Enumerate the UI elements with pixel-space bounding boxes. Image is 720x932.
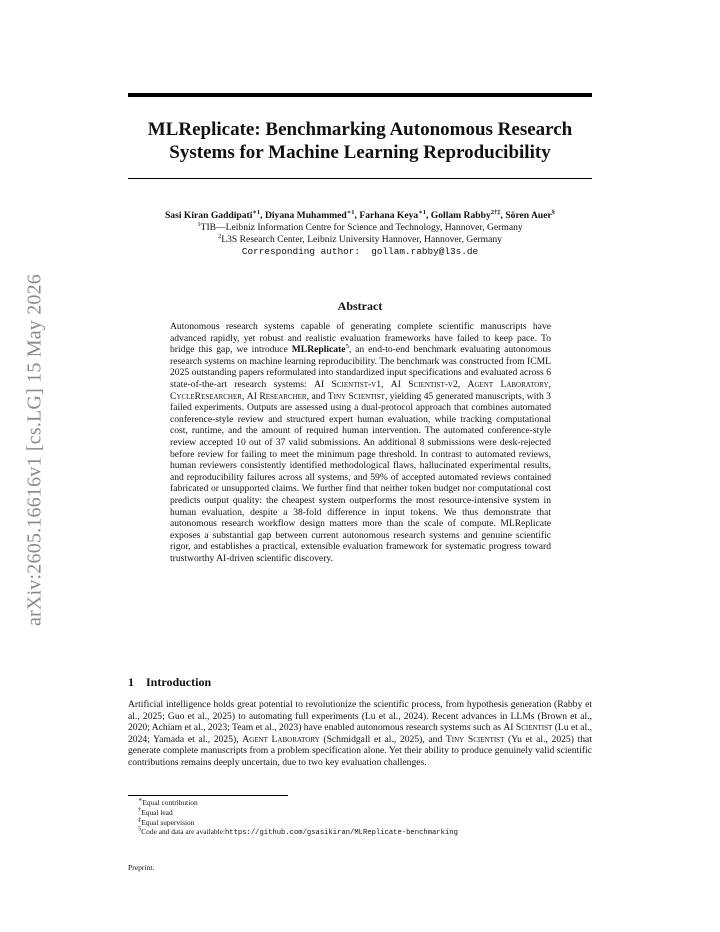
footnote: ∗Equal contribution bbox=[138, 796, 198, 807]
arxiv-identifier-text: arXiv:2605.16616v1 [cs.LG] 15 May 2026 bbox=[23, 274, 46, 626]
author-marks: § bbox=[551, 208, 556, 216]
author-marks: ∗1 bbox=[346, 208, 355, 216]
author-name: Gollam Rabby bbox=[430, 210, 491, 221]
author-marks: 2†‡ bbox=[490, 208, 501, 216]
system-name: AI Scientist-v2 bbox=[390, 378, 458, 390]
system-name: AI Scientist-v1 bbox=[314, 378, 382, 390]
introduction-paragraph: Artificial intelligence holds great potential to revolutionize the scientific process, from hypothesis generation (Rabby et al., 2025; Guo et al., 2025) to automating full experiments (Lu et al., 2024). Recent advances in LLMs (Brown et al., 2020; Achiam et al., 2023; Team et al., 2023) have enabled autonomous research systems such as AI Scientist (Lu et al., 2024; Yamada et al., 2025), Agent Laboratory (Schmidgall et al., 2025), and Tiny Scientist (Yu et al., 2025) that generate complete manuscripts from a problem specification alone. Yet their ability to produce genuinely valid scientific contributions remains deeply uncertain, due to two key evaluation challenges. bbox=[128, 699, 593, 768]
affiliation-1: $^1$TIB—Leibniz Information Centre for Science and Technology, Hannover, Germany bbox=[197, 220, 523, 233]
author-marks: ∗1 bbox=[252, 208, 261, 216]
abstract-heading: Abstract bbox=[337, 299, 383, 313]
author-name: Sasi Kiran Gaddipati bbox=[164, 210, 253, 221]
footnote-rule bbox=[128, 795, 288, 796]
corresponding-author bbox=[128, 246, 592, 258]
section-number: 1 bbox=[128, 675, 134, 689]
title-bottom-rule bbox=[128, 178, 592, 179]
corresponding-email: gollam.rabby@l3s.de bbox=[371, 246, 479, 257]
footnotes bbox=[138, 798, 598, 839]
author-list: Sasi Kiran Gaddipati$^{∗1}$, Diyana Muhammed$^{∗1}$, Farhana Keya$^{∗1}$, Gollam Rabby$^{2\dagger\ddagger}$, Sören Auer§ bbox=[164, 208, 556, 221]
paper-title: MLReplicate: Benchmarking Autonomous Research Systems for Machine Learning Reproducibility bbox=[147, 119, 573, 163]
footnote: †Equal lead bbox=[138, 806, 173, 817]
benchmark-name: MLReplicate bbox=[291, 344, 346, 356]
system-name: AI Researcher bbox=[246, 390, 307, 402]
preprint-label: Preprint. bbox=[128, 863, 155, 872]
author-name: Diyana Muhammed bbox=[264, 210, 347, 221]
affiliation-2: $^2$L3S Research Center, Leibniz University Hannover, Hannover, Germany bbox=[218, 232, 502, 245]
corresponding-label: Corresponding author: bbox=[241, 246, 360, 257]
system-name: AI Scientist bbox=[503, 722, 553, 734]
code-link[interactable]: https://github.com/gsasikiran/MLReplicate-benchmarking bbox=[224, 829, 458, 838]
footnote: $^5$Code and data are available:https://github.com/gsasikiran/MLReplicate-benchmarking bbox=[138, 825, 458, 838]
section-heading-introduction bbox=[128, 675, 211, 690]
author-block bbox=[128, 210, 592, 258]
author-name: Farhana Keya bbox=[359, 210, 419, 221]
abstract-body: Autonomous research systems capable of generating complete scientific manuscripts have advanced rapidly, yet robust and realistic evaluation frameworks have failed to keep pace. To bridge this gap, we introduce MLReplicate$^5$, an end-to-end benchmark evaluating autonomous research systems on machine learning reproducibility. The benchmark was constructed from ICML 2025 outstanding papers reformulated into standardized input specifications and evaluated across 6 state-of-the-art research systems: AI Scientist-v1, AI Scientist-v2, Agent Laboratory, CycleResearcher, AI Researcher, and Tiny Scientist, yielding 45 generated manuscripts, with 3 failed experiments. Outputs are assessed using a dual-protocol approach that combines automated conference-style review and structured expert human evaluation, while tracking computational cost, runtime, and the amount of required human intervention. The automated conference-style review accepted 10 out of 37 valid submissions. An additional 8 submissions were desk-rejected before review for failing to meet the minimum page threshold. In contrast to automated reviews, human reviewers consistently identified methodological flaws, hallucinated experimental results, and reproducibility failures across all systems, and 59% of accepted automated reviews contained fabricated or unsupported claims. We further find that neither token budget nor computational cost predicts output quality: the cheapest system outperforms the most resource-intensive system in human evaluation, despite a 38-fold difference in input tokens. We thus demonstrate that autonomous research workflow design matters more than the scale of compute. MLReplicate exposes a substantial gap between current autonomous research systems and genuine scientific rigor, and establishes a practical, extensible evaluation framework for systematic progress toward trustworthy AI-driven scientific discovery. bbox=[170, 321, 552, 564]
system-name: Agent Laboratory bbox=[242, 733, 320, 745]
author-marks: ∗1 bbox=[418, 208, 426, 216]
arxiv-identifier bbox=[22, 255, 48, 645]
section-title: Introduction bbox=[146, 675, 212, 689]
system-name: Tiny Scientist bbox=[445, 733, 505, 745]
system-name: Agent Laboratory bbox=[467, 378, 549, 390]
footnote: ‡Equal supervision bbox=[138, 816, 195, 827]
system-name: Tiny Scientist bbox=[327, 390, 385, 402]
author-name: Sören Auer bbox=[505, 210, 552, 221]
title-top-rule bbox=[128, 93, 592, 97]
system-name: CycleResearcher bbox=[170, 390, 242, 402]
